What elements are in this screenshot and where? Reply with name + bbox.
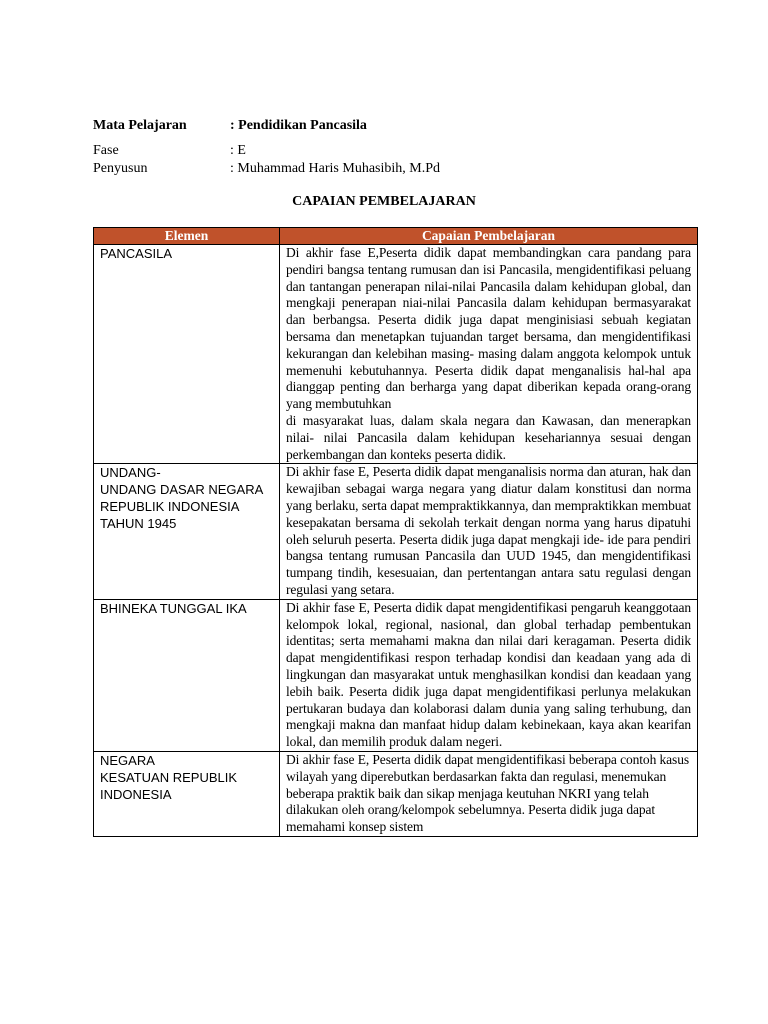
subject-row (93, 116, 693, 135)
phase-value: : E (230, 143, 246, 158)
author-value: : Muhammad Haris Muhasibih, M.Pd (230, 161, 440, 176)
document-title: CAPAIAN PEMBELAJARAN (292, 194, 476, 209)
subject-label: Mata Pelajaran (93, 118, 187, 133)
author-row (93, 160, 693, 178)
capaian-cell: Di akhir fase E, Peserta didik dapat mengidentifikasi pengaruh keanggotaan kelompok lokal, regional, nasional, dan global terhadap pembentukan identitas; serta memahami makna dan nilai dari keragaman. Peserta didik dapat mengidentifikasi respon terhadap kondisi dan keadaan yang ada di lingkungan dan masyarakat untuk menghasilkan kondisi dan keadaan yang lebih baik. Peserta didik juga dapat mengidentifikasi perlunya melakukan pertukaran budaya dan kolaborasi dalam dunia yang saling terhubung, dan mengkaji makna dan manfaat hidup dalam kebinekaan, kaya akan kearifan lokal, dan memilih produk dalam negeri. (280, 599, 698, 751)
elemen-cell: NEGARA KESATUAN REPUBLIK INDONESIA (94, 751, 280, 836)
document-meta (93, 116, 693, 178)
table-row (94, 245, 698, 464)
subject-value: : Pendidikan Pancasila (230, 118, 367, 133)
learning-outcomes-table (93, 227, 698, 837)
phase-row (93, 142, 693, 160)
capaian-cell: Di akhir fase E, Peserta didik dapat menganalisis norma dan aturan, hak dan kewajiban sebagai warga negara yang diatur dalam konstitusi dan norma yang berlaku, serta dapat mempraktikkannya, dan mempraktikkan membuat kesepakatan bersama di sekolah terkait dengan norma yang harus dipatuhi oleh seluruh peserta. Peserta didik juga dapat mengkaji ide- ide para pendiri bangsa tentang rumusan Pancasila dan UUD 1945, dan mengidentifikasi tumpang tindih, kesesuaian, dan pertentangan antara satu regulasi dengan regulasi yang setara. (280, 464, 698, 599)
phase-label: Fase (93, 143, 119, 158)
header-capaian: Capaian Pembelajaran (280, 228, 698, 245)
table-row (94, 599, 698, 751)
table-header-row (94, 228, 698, 245)
elemen-cell: BHINEKA TUNGGAL IKA (94, 599, 280, 751)
author-label: Penyusun (93, 161, 148, 176)
elemen-cell: PANCASILA (94, 245, 280, 464)
table-row (94, 751, 698, 836)
header-elemen: Elemen (94, 228, 280, 245)
elemen-cell: UNDANG- UNDANG DASAR NEGARA REPUBLIK INDONESIA TAHUN 1945 (94, 464, 280, 599)
table-row (94, 464, 698, 599)
capaian-cell: Di akhir fase E,Peserta didik dapat membandingkan cara pandang para pendiri bangsa tentang rumusan dan isi Pancasila, mengidentifikasi peluang dan tantangan penerapan nilai-nilai Pancasila dalam kehidupan global, dan mengkaji penerapan niai-nilai Pancasila dalam kehidupan bermasyarakat dan berbangsa. Peserta didik juga dapat menginisiasi sebuah kegiatan bersama dan menetapkan tujuandan target bersama, dan mengidentifikasi kekurangan dan kelebihan masing- masing dalam anggota kelompok untuk memenuhi kebutuhannya. Peserta didik dapat menganalisis hal-hal apa dianggap penting dan berharga yang dapat diberikan kepada orang-orang yang membutuhkan di masyarakat luas, dalam skala negara dan Kawasan, dan menerapkan nilai- nilai Pancasila dalam kehidupan kesehariannya sesuai dengan perkembangan dan konteks peserta didik. (280, 245, 698, 464)
capaian-cell: Di akhir fase E, Peserta didik dapat mengidentifikasi beberapa contoh kasus wilayah yang diperebutkan berdasarkan fakta dan regulasi, menemukan beberapa praktik baik dan sikap menjaga keutuhan NKRI yang telah dilakukan oleh orang/kelompok sebelumnya. Peserta didik juga dapat memahami konsep sistem (280, 751, 698, 836)
